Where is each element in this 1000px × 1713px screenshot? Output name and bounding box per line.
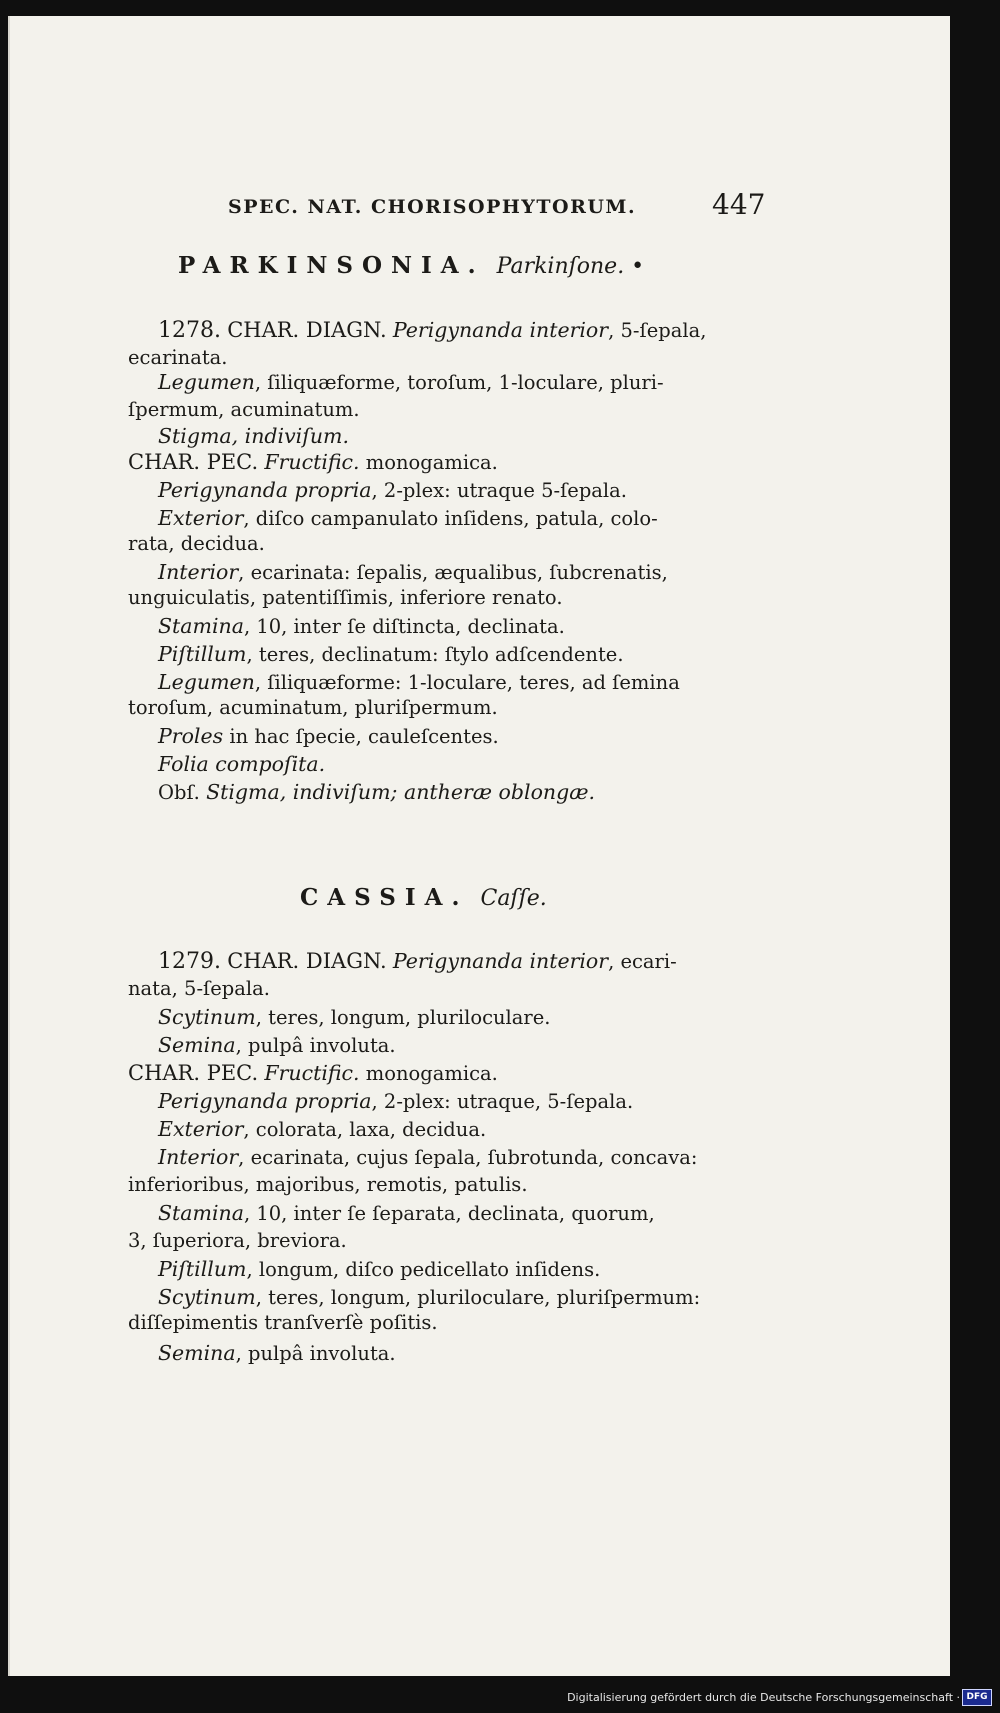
text-line <box>158 1341 396 1365</box>
line-text: monogamica. <box>359 451 498 474</box>
line-text: , pulpâ involuta. <box>235 1034 396 1057</box>
line-text: , 2-plex: utraque, 5-ſepala. <box>371 1090 634 1113</box>
line-text: , longum, diſco pedicellato inſidens. <box>246 1258 601 1281</box>
italic-term: Stamina <box>158 614 244 638</box>
text-line <box>128 586 563 609</box>
digitization-footer <box>0 1685 996 1713</box>
genus-heading-cassia <box>10 884 950 911</box>
text-line <box>128 1311 438 1334</box>
text-line <box>128 977 270 1000</box>
italic-term: Scytinum <box>158 1285 256 1309</box>
char-label: CHAR. DIAGN. <box>227 318 387 342</box>
line-text: Obſ. <box>158 781 207 804</box>
line-text: ſpermum, acuminatum. <box>128 398 360 421</box>
text-line <box>158 614 565 638</box>
text-line <box>128 1061 498 1085</box>
italic-term: Legumen <box>158 370 255 394</box>
line-text: , diſco campanulato inſidens, patula, colo- <box>243 507 658 530</box>
text-line <box>158 1257 600 1281</box>
dfg-logo-icon[interactable]: DFG <box>962 1689 992 1706</box>
italic-term: Perigynanda interior <box>392 318 609 342</box>
text-line <box>158 949 677 974</box>
genus-heading-parkinsonia <box>10 252 950 279</box>
text-line <box>128 346 228 369</box>
italic-term: Proles <box>158 724 224 748</box>
running-head <box>10 188 950 234</box>
line-text: diſſepimentis tranſverſè poſitis. <box>128 1311 438 1334</box>
italic-term: Stigma, indiviſum; antheræ oblongæ. <box>206 780 596 804</box>
line-text: , 10, inter ſe diſtincta, declinata. <box>243 615 565 638</box>
line-text: , ecarinata: ſepalis, æqualibus, ſubcrenatis, <box>238 561 668 584</box>
italic-term: Piſtillum <box>158 642 247 666</box>
line-text: ecarinata. <box>128 346 228 369</box>
line-text: , teres, declinatum: ſtylo adſcendente. <box>246 643 624 666</box>
italic-term: Interior <box>158 1145 239 1169</box>
line-text: , ecari- <box>608 950 677 973</box>
text-line <box>158 1117 486 1141</box>
line-text: rata, decidua. <box>128 532 265 555</box>
line-text: , ecarinata, cujus ſepala, ſubrotunda, concava: <box>238 1146 698 1169</box>
line-text: , ſiliquæforme: 1-loculare, teres, ad ſemina <box>254 671 680 694</box>
italic-term: Stigma, indiviſum. <box>158 424 349 448</box>
page-number: 447 <box>712 188 766 221</box>
text-line <box>128 450 498 474</box>
italic-term: Semina <box>158 1033 236 1057</box>
text-line <box>158 752 325 776</box>
italic-term: Fructific. <box>264 450 360 474</box>
italic-term: Scytinum <box>158 1005 256 1029</box>
text-line <box>158 560 668 584</box>
text-line <box>158 370 664 394</box>
italic-term: Perigynanda propria <box>158 1089 372 1113</box>
line-text: unguiculatis, patentiſſimis, inferiore renato. <box>128 586 563 609</box>
char-label: CHAR. DIAGN. <box>227 949 387 973</box>
book-page <box>8 16 950 1676</box>
text-line <box>158 1285 700 1309</box>
italic-term: Legumen <box>158 670 255 694</box>
italic-term: Semina <box>158 1341 236 1365</box>
genus-name: CASSIA. <box>300 884 469 911</box>
line-text: nata, 5-ſepala. <box>128 977 270 1000</box>
running-title: SPEC. NAT. CHORISOPHYTORUM. <box>228 196 637 218</box>
line-text: , 5-ſepala, <box>608 319 707 342</box>
text-line <box>158 1145 697 1169</box>
italic-term: Fructific. <box>264 1061 360 1085</box>
text-line <box>158 318 706 343</box>
genus-name: PARKINSONIA. <box>178 252 485 279</box>
char-label: CHAR. PEC. <box>128 450 259 474</box>
italic-term: Perigynanda interior <box>392 949 609 973</box>
text-line <box>158 424 349 448</box>
text-line <box>128 1229 347 1252</box>
line-text: , colorata, laxa, decidua. <box>243 1118 487 1141</box>
text-line <box>158 506 658 530</box>
entry-number: 1278. <box>158 318 221 343</box>
text-line <box>158 1005 550 1029</box>
line-text: , 2-plex: utraque 5-ſepala. <box>371 479 627 502</box>
vernacular-name: Parkinſone. • <box>496 254 645 279</box>
footer-credit: Digitalisierung gefördert durch die Deutsche Forschungsgemeinschaft · <box>567 1691 960 1704</box>
text-line <box>158 1089 633 1113</box>
text-line <box>158 724 499 748</box>
line-text: , teres, longum, pluriloculare, pluriſpermum: <box>255 1286 701 1309</box>
italic-term: Interior <box>158 560 239 584</box>
entry-number: 1279. <box>158 949 221 974</box>
text-line <box>158 670 680 694</box>
line-text: in hac ſpecie, cauleſcentes. <box>223 725 499 748</box>
line-text: , ſiliquæforme, toroſum, 1-loculare, pluri- <box>254 371 664 394</box>
line-text: inferioribus, majoribus, remotis, patulis. <box>128 1173 528 1196</box>
text-line <box>128 398 360 421</box>
text-line <box>158 478 627 502</box>
text-line <box>128 532 265 555</box>
italic-term: Piſtillum <box>158 1257 247 1281</box>
line-text: , pulpâ involuta. <box>235 1342 396 1365</box>
italic-term: Folia compoſita. <box>158 752 326 776</box>
text-line <box>158 642 624 666</box>
line-text: , 10, inter ſe ſeparata, declinata, quorum, <box>243 1202 655 1225</box>
italic-term: Exterior <box>158 1117 244 1141</box>
text-line <box>158 1033 396 1057</box>
char-label: CHAR. PEC. <box>128 1061 259 1085</box>
line-text: 3, ſuperiora, breviora. <box>128 1229 347 1252</box>
italic-term: Stamina <box>158 1201 244 1225</box>
line-text: , teres, longum, pluriloculare. <box>255 1006 551 1029</box>
text-line <box>158 1201 655 1225</box>
vernacular-name: Caſſe. <box>480 886 547 911</box>
text-line <box>158 780 595 804</box>
italic-term: Perigynanda propria <box>158 478 372 502</box>
line-text: monogamica. <box>359 1062 498 1085</box>
text-line <box>128 696 498 719</box>
line-text: toroſum, acuminatum, pluriſpermum. <box>128 696 498 719</box>
italic-term: Exterior <box>158 506 244 530</box>
text-line <box>128 1173 528 1196</box>
